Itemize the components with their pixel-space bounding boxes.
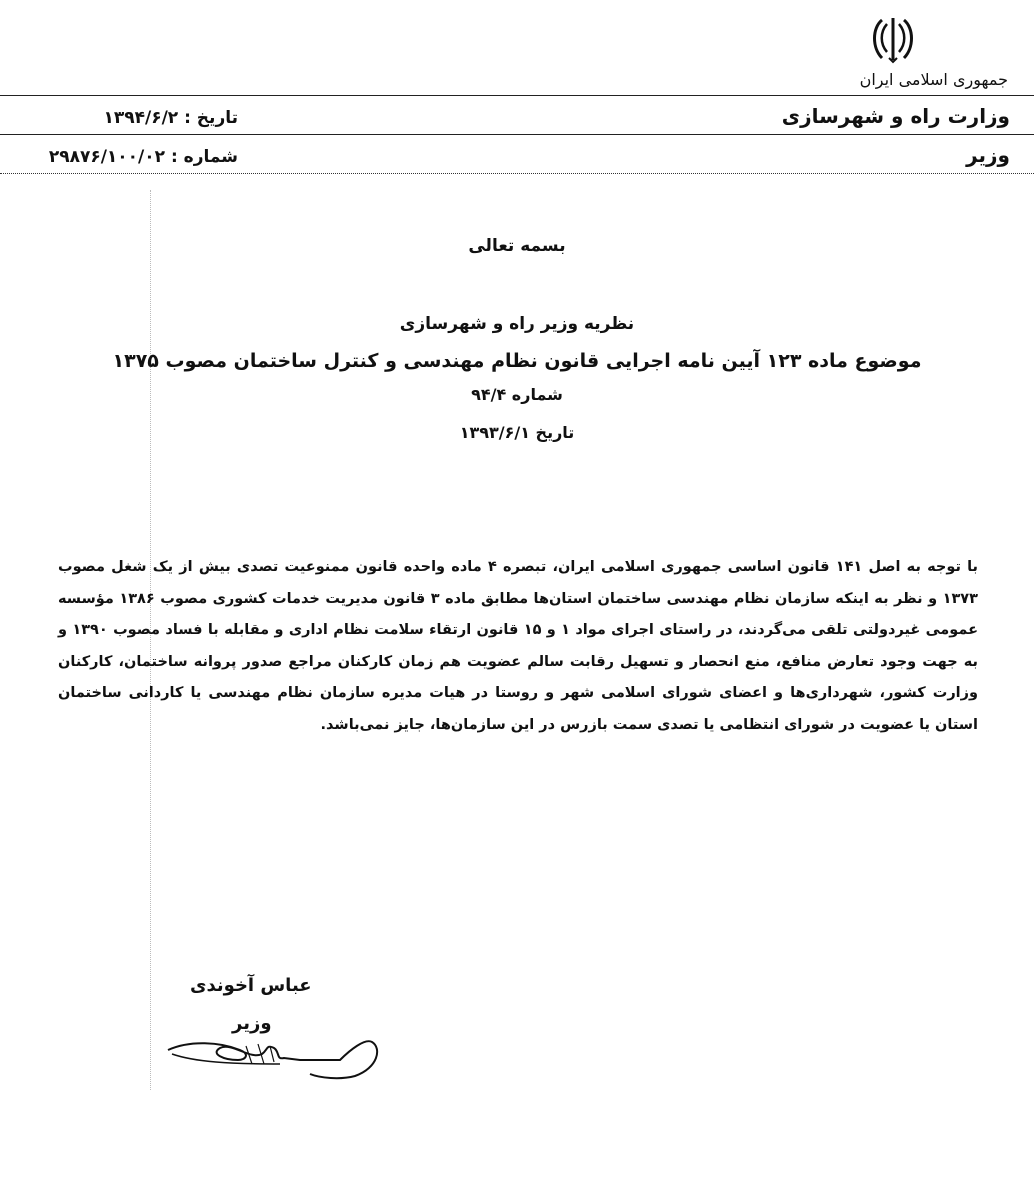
signatory-title: وزیر xyxy=(232,1013,272,1034)
bismillah: بسمه تعالی xyxy=(468,236,566,256)
body-paragraph: با توجه به اصل ۱۴۱ قانون اساسی جمهوری اسلامی ایران، تبصره ۴ ماده واحده قانون ممنوعیت تصدی بیش از یک شغل مصوب ۱۳۷۳ و نظر به اینکه سازمان نظام مهندسی ساختمان استان‌ها مطابق ماده ۳ قانون مدیریت خدمات کشوری مصوب ۱۳۸۶ مؤسسه عمومی غیردولتی تلقی می‌گردند، در راستای اجرای مواد ۱ و ۱۵ قانون ارتقاء سلامت نظام اداری و مقابله با فساد مصوب ۱۳۹۰ و به جهت وجود تعارض منافع، منع انحصار و تسهیل رقابت سالم عضویت هم زمان کارکنان مراجع صدور پروانه ساختمان، کارکنان وزارت کشور، شهرداری‌ها و اعضای شورای اسلامی شهر و روستا در هیات مدیره سازمان نظام مهندسی یا کاردانی ساختمان استان یا عضویت در شورای انتظامی یا تصدی سمت بازرس در این سازمان‌ها، جایز نمی‌باشد. xyxy=(58,559,979,733)
letter-date: تاریخ : ۱۳۹۴/۶/۲ xyxy=(103,108,238,128)
ministry-name: وزارت راه و شهرسازی xyxy=(781,104,1010,128)
iran-emblem-icon xyxy=(870,14,916,66)
opinion-number: شماره ۹۴/۴ xyxy=(471,385,563,404)
header-rule xyxy=(0,173,1034,174)
header-rule xyxy=(0,134,1034,135)
republic-name: جمهوری اسلامی ایران xyxy=(859,70,1008,89)
letter-number: شماره : ۲۹۸۷۶/۱۰۰/۰۲ xyxy=(48,147,238,167)
minister-label: وزیر xyxy=(966,143,1010,167)
opinion-date: تاریخ ۱۳۹۳/۶/۱ xyxy=(459,423,575,442)
subject-line: موضوع ماده ۱۲۳ آیین نامه اجرایی قانون نظام مهندسی و کنترل ساختمان مصوب ۱۳۷۵ xyxy=(112,350,922,372)
header-rule xyxy=(0,95,1034,96)
handwritten-signature xyxy=(150,1020,390,1090)
opinion-title: نظریه وزیر راه و شهرسازی xyxy=(399,314,635,334)
signatory-name: عباس آخوندی xyxy=(190,975,312,996)
